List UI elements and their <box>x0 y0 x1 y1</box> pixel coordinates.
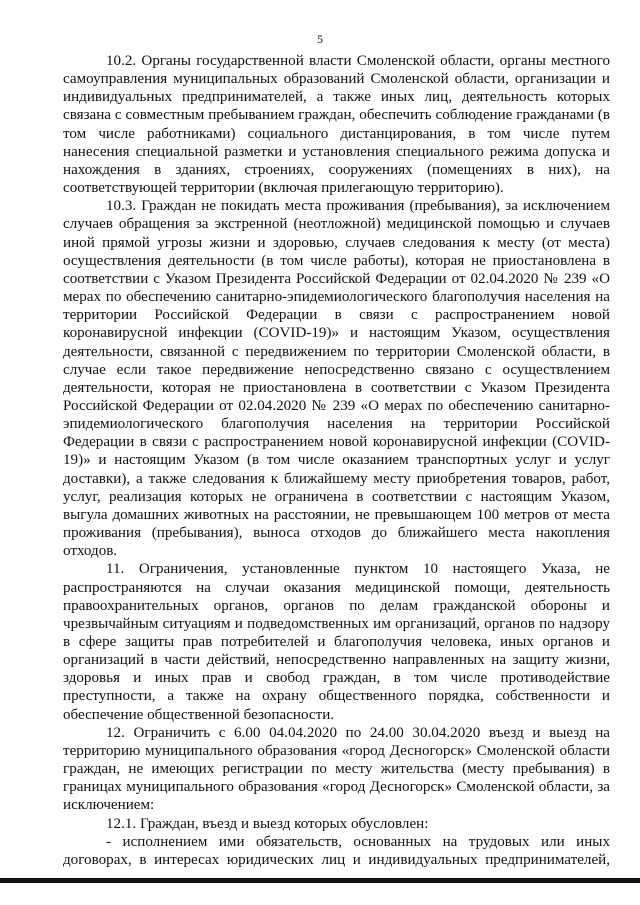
paragraph-11: 11. Ограничения, установленные пунктом 10 настоящего Указа, не распространяются на случаи оказания медицинской помощи, деятельность правоохранительных органов, органов по делам гражданской обороны и чрезвычайным ситуациям и подведомственных им организаций, органов по надзору в сфере защиты прав потребителей и благополучия человека, иных органов и организаций в части действий, непосредственно направленных на защиту жизни, здоровья и иных прав и свобод граждан, в том числе противодействие преступности, а также на охрану общественного порядка, собственности и обеспечение общественной безопасности. <box>63 561 610 723</box>
paragraph-10-3: 10.3. Граждан не покидать места проживания (пребывания), за исключением случаев обращения за экстренной (неотложной) медицинской помощью и случаев иной прямой угрозы жизни и здоровью, случаев следования к месту (от места) осуществления деятельности (в том числе работы), которая не приостановлена в соответствии с Указом Президента Российской Федерации от 02.04.2020 № 239 «О мерах по обеспечению санитарно-эпидемиологического благополучия населения на территории Российской Федерации в связи с распространением новой коронавирусной инфекции (COVID-19)» и настоящим Указом, осуществления деятельности, связанной с передвижением по территории Смоленской области, в случае если такое передвижение непосредственно связано с осуществлением деятельности, которая не приостановлена в соответствии с Указом Президента Российской Федерации от 02.04.2020 № 239 «О мерах по обеспечению санитарно-эпидемиологического благополучия населения на территории Российской Федерации в связи с распространением новой коронавирусной инфекции (COVID-19)» и настоящим Указом (в том числе оказанием транспортных услуг и услуг доставки), а также следования к ближайшему месту приобретения товаров, работ, услуг, реализация которых не ограничена в соответствии с настоящим Указом, выгула домашних животных на расстоянии, не превышающем 100 метров от места проживания (пребывания), выноса отходов до ближайшего места накопления отходов. <box>63 198 610 560</box>
page-number: 5 <box>317 32 323 46</box>
paragraph-12-1-item: - исполнением ими обязательств, основанных на трудовых или иных договорах, в интересах юридических лиц и индивидуальных предпринимателей, <box>63 833 610 868</box>
paragraph-12: 12. Ограничить с 6.00 04.04.2020 по 24.00 30.04.2020 въезд и выезд на территорию муниципального образования «город Десногорск» Смоленской области граждан, не имеющих регистрации по месту жительства (месту пребывания) в границах муниципального образования «город Десногорск» Смоленской области, за исключением: <box>63 724 610 814</box>
paragraph-12-1: 12.1. Граждан, въезд и выезд которых обусловлен: <box>106 815 429 832</box>
paragraph-10-2: 10.2. Органы государственной власти Смоленской области, органы местного самоуправления муниципальных образований Смоленской области, организации и индивидуальных предпринимателей, а также иных лиц, деятельность которых связана с совместным пребыванием граждан, обеспечить соблюдение гражданами (в том числе работниками) социального дистанцирования, в том числе путем нанесения специальной разметки и установления специального режима допуска и нахождения в зданиях, строениях, сооружениях (помещениях в них), на соответствующей территории (включая прилегающую территорию). <box>63 53 610 197</box>
document-body <box>63 52 610 869</box>
scan-bottom-edge <box>0 878 640 883</box>
